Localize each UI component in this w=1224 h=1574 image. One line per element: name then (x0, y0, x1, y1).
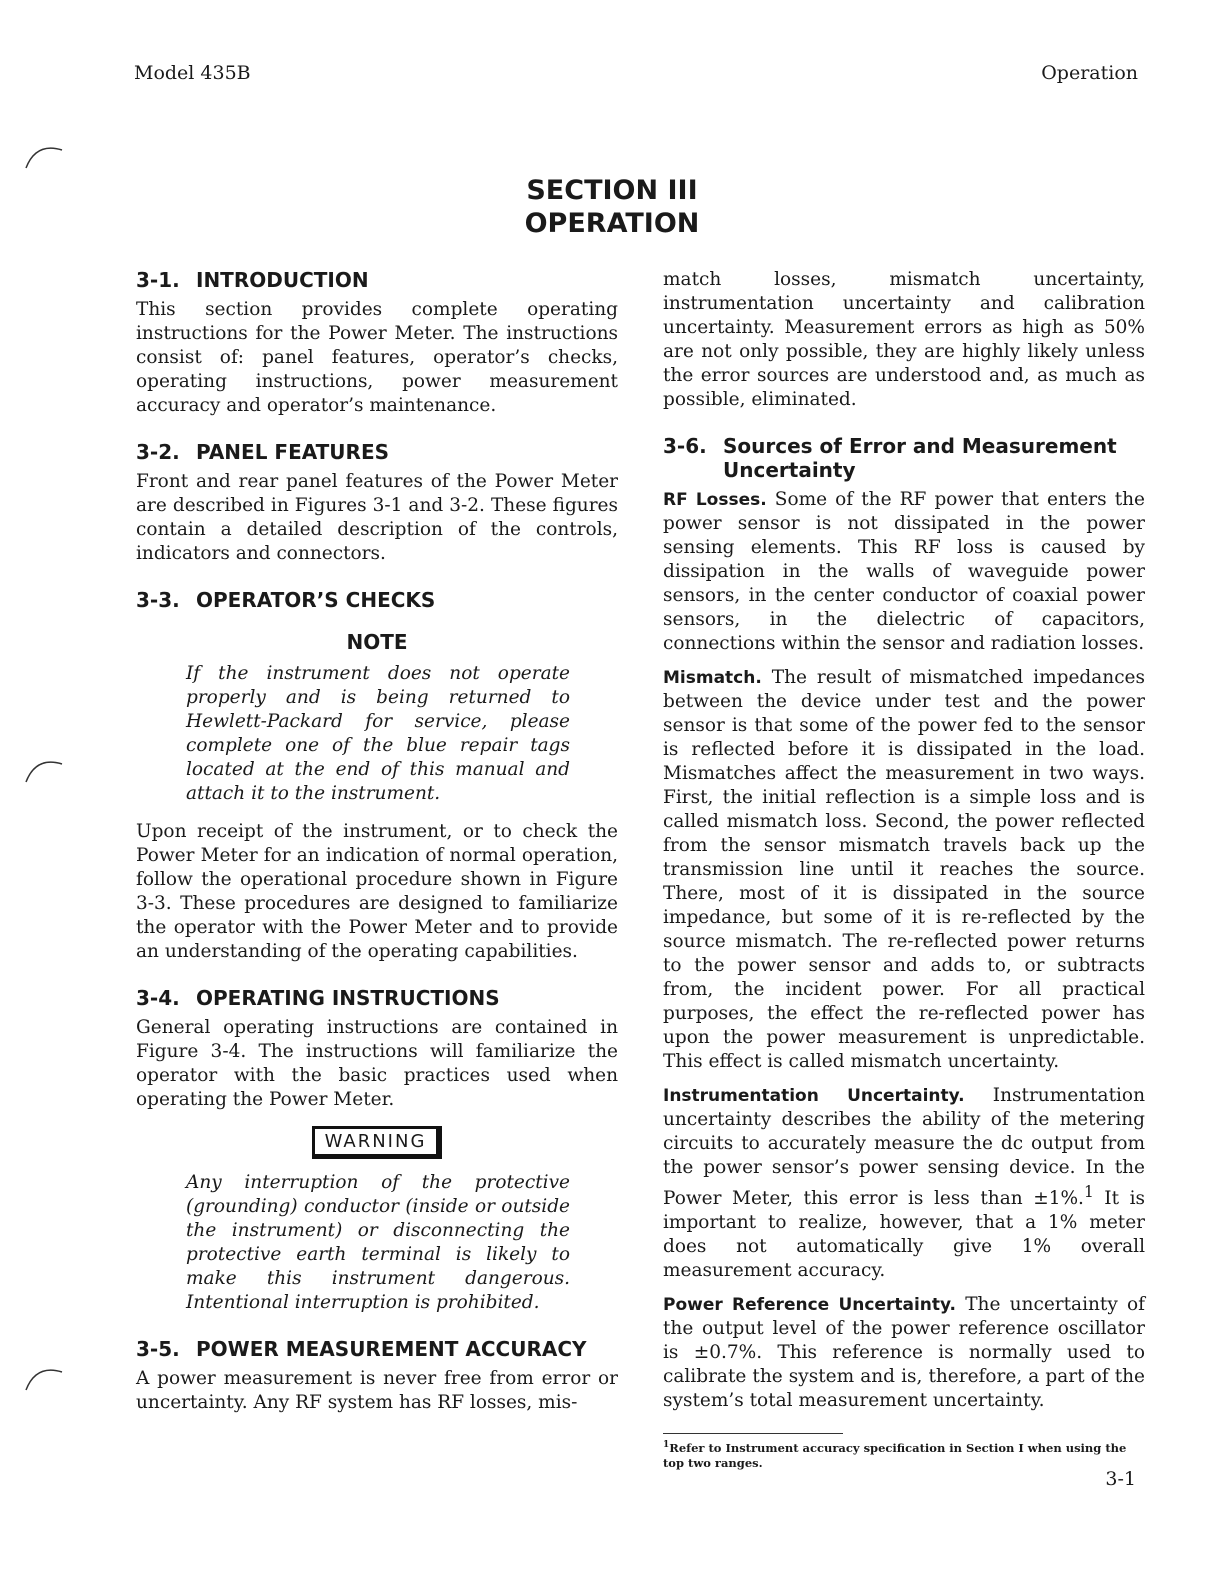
note-text: If the instrument does not operate properly and is being returned to Hewlett-Packard for service, please complete one of the blue repair tags located at the end of this manual and attach it to the instrument. (186, 663, 570, 804)
left-column (136, 268, 618, 1415)
footnote: $^1$Refer to Instrument accuracy specification in Section I when using the top two ranges. (663, 1440, 1127, 1470)
para-mismatch: Mismatch. The result of mismatched impedances between the device under test and the power sensor is that some of the power fed to the sensor is reflected before it is dissipated in the load. Mismatches affect the measurement in two ways. First, the initial reflection is a simple loss and is called mismatch loss. Second, the power reflected from the sensor mismatch travels back up the transmission line until it reaches the source. There, most of it is dissipated in the source impedance, but some of it is re-reflected by the source mismatch. The re-reflected power returns to the power sensor and adds to, or subtracts from, the incident power. For all practical purposes, the effect the re-reflected power has upon the power measurement is unpredictable. This effect is called mismatch uncertainty. (663, 667, 1145, 1072)
para-operators-checks: Upon receipt of the instrument, or to check the Power Meter for an indication of normal operation, follow the operational procedure shown in Figure 3-3. These procedures are designed to familiarize the operator with the Power Meter and to provide an understanding of the operating capabilities. (136, 821, 618, 962)
heading-3-5: 3-5. POWER MEASUREMENT ACCURACY (136, 1337, 587, 1361)
heading-3-6: 3-6. Sources of Error and Measurement Uncertainty (663, 434, 1117, 482)
heading-3-1: 3-1. INTRODUCTION (136, 268, 369, 292)
para-power-reference-uncertainty: Power Reference Uncertainty. The uncertainty of the output level of the power reference oscillator is ±0.7%. This reference is normally used to calibrate the system and is, therefore, a part of the system’s total measurement uncertainty. (663, 1294, 1145, 1412)
warning-text: Any interruption of the protective (grounding) conductor (inside or outside the instrument) or disconnecting the protective earth terminal is likely to make this instrument dangerous. Intentional interruption is prohibited. (186, 1172, 570, 1313)
binder-hole-mark (22, 752, 68, 792)
section-title-line2: OPERATION (524, 208, 700, 239)
para-introduction: This section provides complete operating instructions for the Power Meter. The instructions consist of: panel features, operator’s checks, operating instructions, power measurement accuracy and operator’s maintenance. (136, 299, 618, 416)
note-heading: NOTE (346, 630, 408, 654)
section-title (0, 174, 1224, 240)
binder-hole-mark (22, 138, 68, 178)
warning-label: WARNING (312, 1126, 443, 1159)
para-power-measurement-accuracy: A power measurement is never free from error or uncertainty. Any RF system has RF losses, mis- (136, 1368, 618, 1413)
para-continuation: match losses, mismatch uncertainty, instrumentation uncertainty and calibration uncertainty. Measurement errors as high as 50% are not only possible, they are highly likely unless the error sources are understood and, as much as possible, eliminated. (663, 269, 1145, 410)
para-panel-features: Front and rear panel features of the Power Meter are described in Figures 3-1 and 3-2. These figures contain a detailed description of the controls, indicators and connectors. (136, 471, 618, 564)
header-section-name: Operation (1041, 62, 1138, 84)
heading-3-2: 3-2. PANEL FEATURES (136, 440, 390, 464)
heading-3-3: 3-3. OPERATOR’S CHECKS (136, 588, 436, 612)
page-number: 3-1 (1105, 1468, 1136, 1490)
para-rf-losses: RF Losses. Some of the RF power that enters the power sensor is not dissipated in the power sensing elements. This RF loss is caused by dissipation in the walls of waveguide power sensors, in the center conductor of coaxial power sensors, in the dielectric of capacitors, connections within the sensor and radiation losses. (663, 489, 1145, 654)
para-instrumentation-uncertainty: Instrumentation Uncertainty. Instrumentation uncertainty describes the ability of the metering circuits to accurately measure the dc output from the power sensor’s power sensing device. In the Power Meter, this error is less than ±1%.$^1$ It is important to realize, however, that a 1% meter does not automatically give 1% overall measurement accuracy. (663, 1085, 1145, 1282)
binder-hole-mark (22, 1360, 68, 1400)
footnote-rule (663, 1433, 843, 1434)
heading-3-4: 3-4. OPERATING INSTRUCTIONS (136, 986, 500, 1010)
para-operating-instructions: General operating instructions are contained in Figure 3-4. The instructions will familiarize the operator with the basic practices used when operating the Power Meter. (136, 1017, 618, 1110)
section-title-line1: SECTION III (526, 175, 698, 206)
right-column (663, 268, 1145, 1471)
header-model: Model 435B (134, 62, 251, 84)
